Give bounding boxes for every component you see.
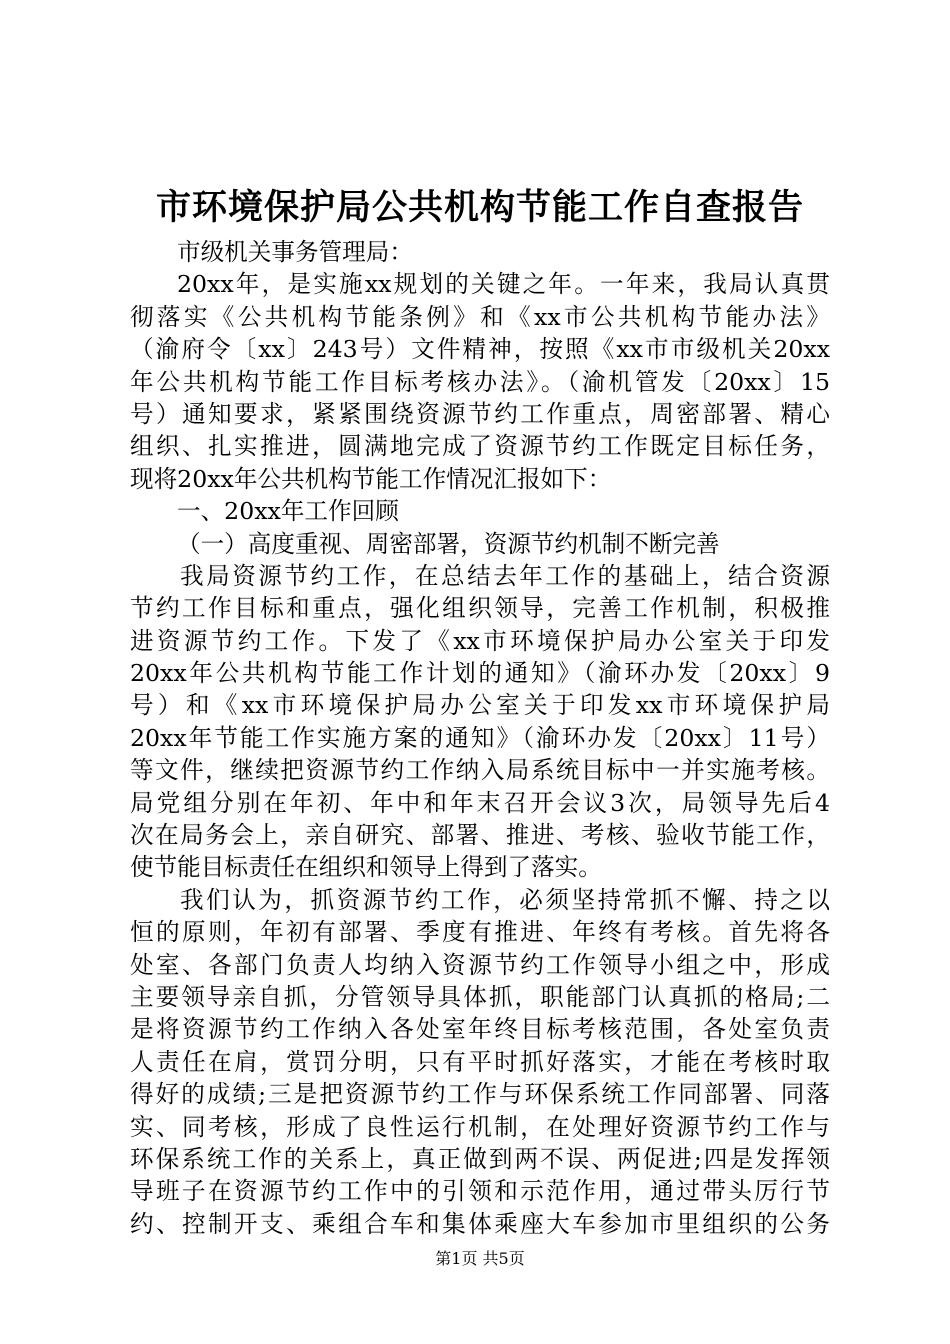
paragraph-line: 是将资源节约工作纳入各处室年终目标考核范围，各处室负责	[130, 1015, 830, 1044]
paragraph-line: 节约工作目标和重点，强化组织领导，完善工作机制，积极推	[130, 594, 830, 623]
paragraph-line: 号）和《xx市环境保护局办公室关于印发xx市环境保护局	[130, 691, 830, 720]
subsection-heading: （一）高度重视、周密部署，资源节约机制不断完善	[177, 529, 720, 558]
paragraph-line: 现将20xx年公共机构节能工作情况汇报如下：	[130, 464, 612, 493]
paragraph-line: 进资源节约工作。下发了《xx市环境保护局办公室关于印发	[130, 626, 830, 655]
paragraph-line: 组织、扎实推进，圆满地完成了资源节约工作既定目标任务，	[130, 432, 830, 461]
paragraph-line: 使节能目标责任在组织和领导上得到了落实。	[130, 853, 602, 882]
paragraph-line: 恒的原则，年初有部署、季度有推进、年终有考核。首先将各	[130, 918, 830, 947]
paragraph-line: 彻落实《公共机构节能条例》和《xx市公共机构节能办法》	[130, 302, 830, 331]
paragraph-line: 得好的成绩;三是把资源节约工作与环保系统工作同部署、同落	[130, 1080, 830, 1109]
section-heading: 一、20xx年工作回顾	[177, 497, 399, 526]
paragraph-line: 20xx年，是实施xx规划的关键之年。一年来，我局认真贯	[177, 270, 830, 299]
page-number-footer: 第1页 共5页	[435, 1249, 525, 1268]
paragraph-line: 实、同考核，形成了良性运行机制，在处理好资源节约工作与	[130, 1112, 830, 1141]
paragraph-line: 处室、各部门负责人均纳入资源节约工作领导小组之中，形成	[130, 950, 830, 979]
paragraph-line: 局党组分别在年初、年中和年末召开会议3次，局领导先后4	[130, 788, 830, 817]
paragraph-line: 我局资源节约工作，在总结去年工作的基础上，结合资源	[180, 561, 830, 590]
salutation-line: 市级机关事务管理局：	[177, 238, 413, 266]
paragraph-line: 次在局务会上，亲自研究、部署、推进、考核、验收节能工作，	[130, 821, 830, 850]
paragraph-line: 人责任在肩，赏罚分明，只有平时抓好落实，才能在考核时取	[130, 1047, 830, 1076]
document-title: 市环境保护局公共机构节能工作自查报告	[155, 188, 804, 228]
paragraph-line: 我们认为，抓资源节约工作，必须坚持常抓不懈、持之以	[180, 885, 830, 914]
paragraph-line: 等文件，继续把资源节约工作纳入局系统目标中一并实施考核。	[130, 756, 830, 785]
paragraph-line: 主要领导亲自抓，分管领导具体抓，职能部门认真抓的格局;二	[130, 982, 830, 1011]
paragraph-line: 环保系统工作的关系上，真正做到两不误、两促进;四是发挥领	[130, 1144, 830, 1173]
paragraph-line: 20xx年公共机构节能工作计划的通知》（渝环办发〔20xx〕9	[130, 659, 830, 688]
document-body	[130, 236, 830, 1240]
paragraph-line: 号）通知要求，紧紧围绕资源节约工作重点，周密部署、精心	[130, 399, 830, 428]
paragraph-line: 约、控制开支、乘组合车和集体乘座大车参加市里组织的公务	[130, 1209, 830, 1238]
paragraph-line: 导班子在资源节约工作中的引领和示范作用，通过带头厉行节	[130, 1177, 830, 1206]
paragraph-line: （渝府令〔xx〕243号）文件精神，按照《xx市市级机关20xx	[130, 335, 830, 364]
document-page	[130, 0, 830, 1344]
paragraph-line: 20xx年节能工作实施方案的通知》（渝环办发〔20xx〕11号）	[130, 723, 830, 752]
paragraph-line: 年公共机构节能工作目标考核办法》。（渝机管发〔20xx〕15	[130, 367, 830, 396]
